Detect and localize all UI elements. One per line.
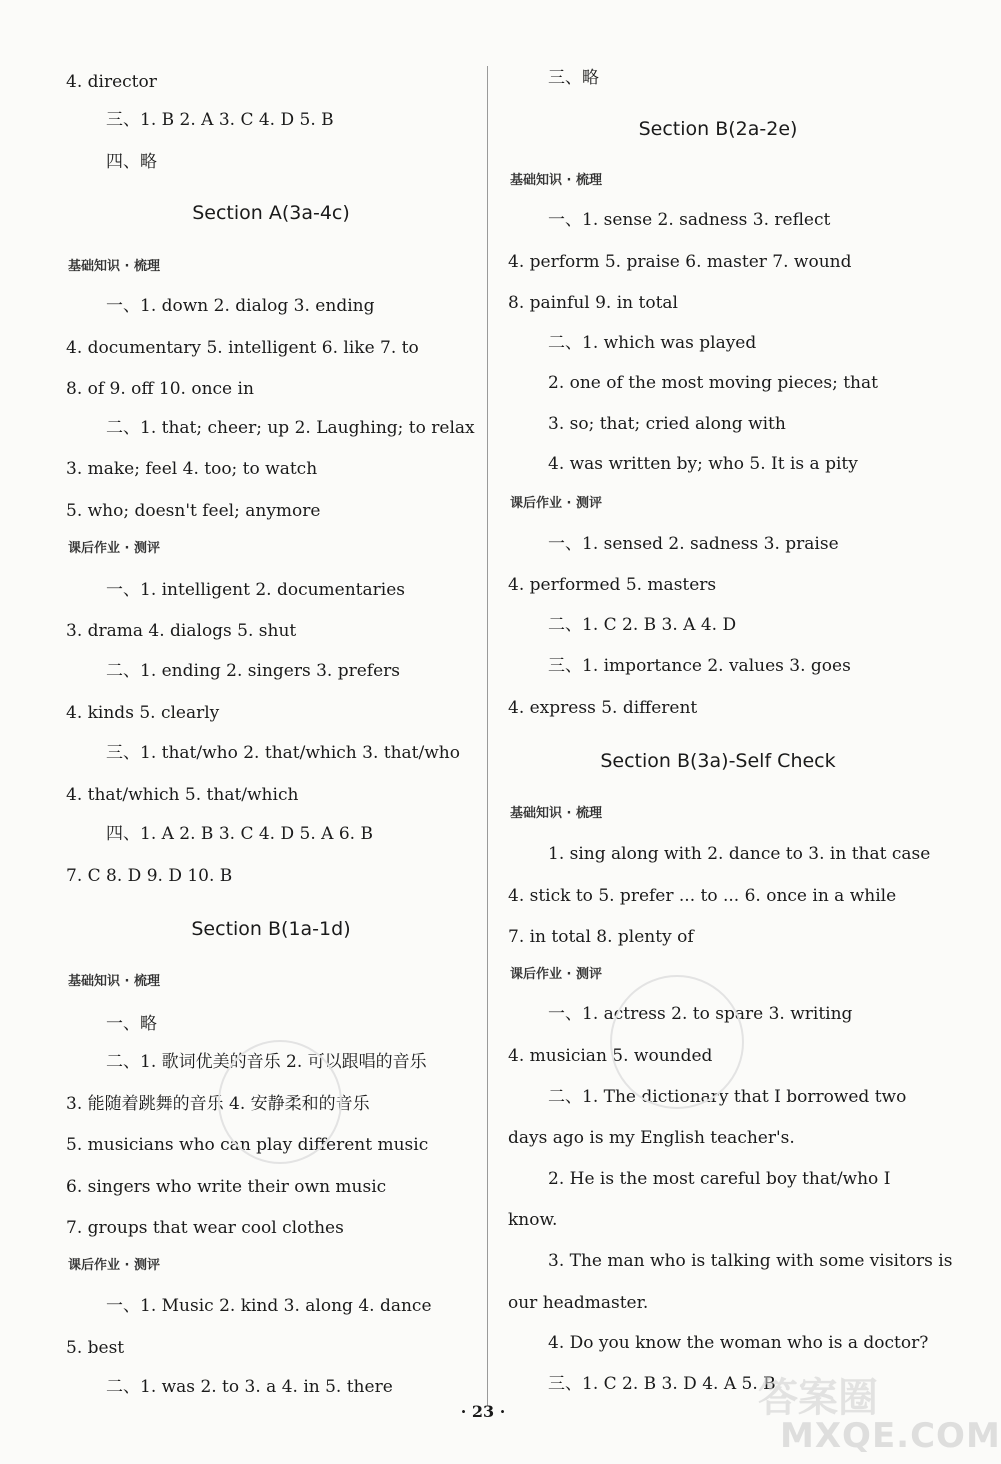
- answer-line: 一、1. actress 2. to spare 3. writing: [548, 1004, 853, 1024]
- answer-line: 4. director: [66, 72, 157, 92]
- answer-line: 3. drama 4. dialogs 5. shut: [66, 621, 297, 641]
- answer-line: 三、略: [548, 68, 599, 88]
- answer-line: 一、1. sense 2. sadness 3. reflect: [548, 210, 831, 230]
- answer-line: 4. perform 5. praise 6. master 7. wound: [508, 252, 852, 272]
- section-heading: Section A(3a-4c): [192, 202, 350, 224]
- answer-line: 4. was written by; who 5. It is a pity: [548, 454, 858, 474]
- answer-line: 3. make; feel 4. too; to watch: [66, 459, 318, 479]
- section-label: 基础知识 · 梳理: [68, 974, 160, 989]
- answer-line: 3. The man who is talking with some visitors is: [548, 1251, 953, 1271]
- answer-line: 5. best: [66, 1338, 125, 1358]
- watermark-chinese: 答案圈: [758, 1375, 878, 1421]
- section-label: 基础知识 · 梳理: [68, 259, 160, 274]
- section-label: 课后作业 · 测评: [510, 967, 602, 982]
- answer-line: 4. musician 5. wounded: [508, 1046, 713, 1066]
- answer-line: 三、1. B 2. A 3. C 4. D 5. B: [106, 110, 334, 130]
- answer-line: 3. so; that; cried along with: [548, 414, 786, 434]
- section-heading: Section B(3a)-Self Check: [600, 750, 836, 772]
- answer-line: 4. stick to 5. prefer ... to ... 6. once in a while: [508, 886, 897, 906]
- answer-line: 7. C 8. D 9. D 10. B: [66, 866, 233, 886]
- answer-line: 二、1. which was played: [548, 333, 757, 353]
- answer-line: 7. in total 8. plenty of: [508, 927, 694, 947]
- page-number: · 23 ·: [460, 1402, 506, 1421]
- answer-line: 8. of 9. off 10. once in: [66, 379, 254, 399]
- answer-line: 一、1. sensed 2. sadness 3. praise: [548, 534, 839, 554]
- section-label: 课后作业 · 测评: [68, 1258, 160, 1273]
- answer-line: 4. performed 5. masters: [508, 575, 717, 595]
- site-watermark: [718, 1364, 1001, 1456]
- answer-line: 一、1. intelligent 2. documentaries: [106, 580, 405, 600]
- answer-line: 三、1. C 2. B 3. D 4. A 5. B: [548, 1374, 776, 1394]
- answer-line: 5. musicians who can play different music: [66, 1135, 429, 1155]
- faint-stamp-circle: [218, 1040, 342, 1164]
- answer-line: 一、1. down 2. dialog 3. ending: [106, 296, 375, 316]
- answer-line: 3. 能随着跳舞的音乐 4. 安静柔和的音乐: [66, 1094, 370, 1114]
- answer-line: 四、略: [106, 152, 157, 172]
- answer-line: 三、1. importance 2. values 3. goes: [548, 656, 851, 676]
- answer-line: 4. documentary 5. intelligent 6. like 7. to: [66, 338, 419, 358]
- section-label: 基础知识 · 梳理: [510, 806, 602, 821]
- watermark-url: MXQE.COM: [780, 1416, 1001, 1456]
- answer-line: 二、1. C 2. B 3. A 4. D: [548, 615, 737, 635]
- answer-line: 四、1. A 2. B 3. C 4. D 5. A 6. B: [106, 824, 373, 844]
- answer-line: 二、1. was 2. to 3. a 4. in 5. there: [106, 1377, 393, 1397]
- answer-line: 一、略: [106, 1014, 157, 1034]
- answer-line: 二、1. 歌词优美的音乐 2. 可以跟唱的音乐: [106, 1052, 427, 1072]
- answer-line: 二、1. The dictionary that I borrowed two: [548, 1087, 907, 1107]
- answer-line: 二、1. ending 2. singers 3. prefers: [106, 661, 401, 681]
- answer-line: 6. singers who write their own music: [66, 1177, 387, 1197]
- answer-line: 二、1. that; cheer; up 2. Laughing; to relax: [106, 418, 475, 438]
- answer-line: 4. Do you know the woman who is a doctor?: [548, 1333, 929, 1353]
- section-label: 基础知识 · 梳理: [510, 173, 602, 188]
- section-heading: Section B(1a-1d): [191, 918, 351, 940]
- section-heading: Section B(2a-2e): [638, 118, 798, 140]
- section-label: 课后作业 · 测评: [68, 541, 160, 556]
- answer-line: 2. He is the most careful boy that/who I: [548, 1169, 891, 1189]
- answer-line: 三、1. that/who 2. that/which 3. that/who: [106, 743, 460, 763]
- column-divider: [487, 66, 488, 1406]
- section-label: 课后作业 · 测评: [510, 496, 602, 511]
- answer-line: 2. one of the most moving pieces; that: [548, 373, 878, 393]
- answer-line: 4. that/which 5. that/which: [66, 785, 299, 805]
- answer-line: 1. sing along with 2. dance to 3. in that case: [548, 844, 931, 864]
- answer-line: 4. kinds 5. clearly: [66, 703, 220, 723]
- answer-line: 8. painful 9. in total: [508, 293, 678, 313]
- answer-line: our headmaster.: [508, 1293, 649, 1313]
- answer-line: 7. groups that wear cool clothes: [66, 1218, 344, 1238]
- answer-line: know.: [508, 1210, 558, 1230]
- answer-line: 一、1. Music 2. kind 3. along 4. dance: [106, 1296, 432, 1316]
- faint-stamp-circle: [610, 975, 744, 1109]
- answer-line: 5. who; doesn't feel; anymore: [66, 501, 321, 521]
- answer-line: days ago is my English teacher's.: [508, 1128, 795, 1148]
- answer-line: 4. express 5. different: [508, 698, 698, 718]
